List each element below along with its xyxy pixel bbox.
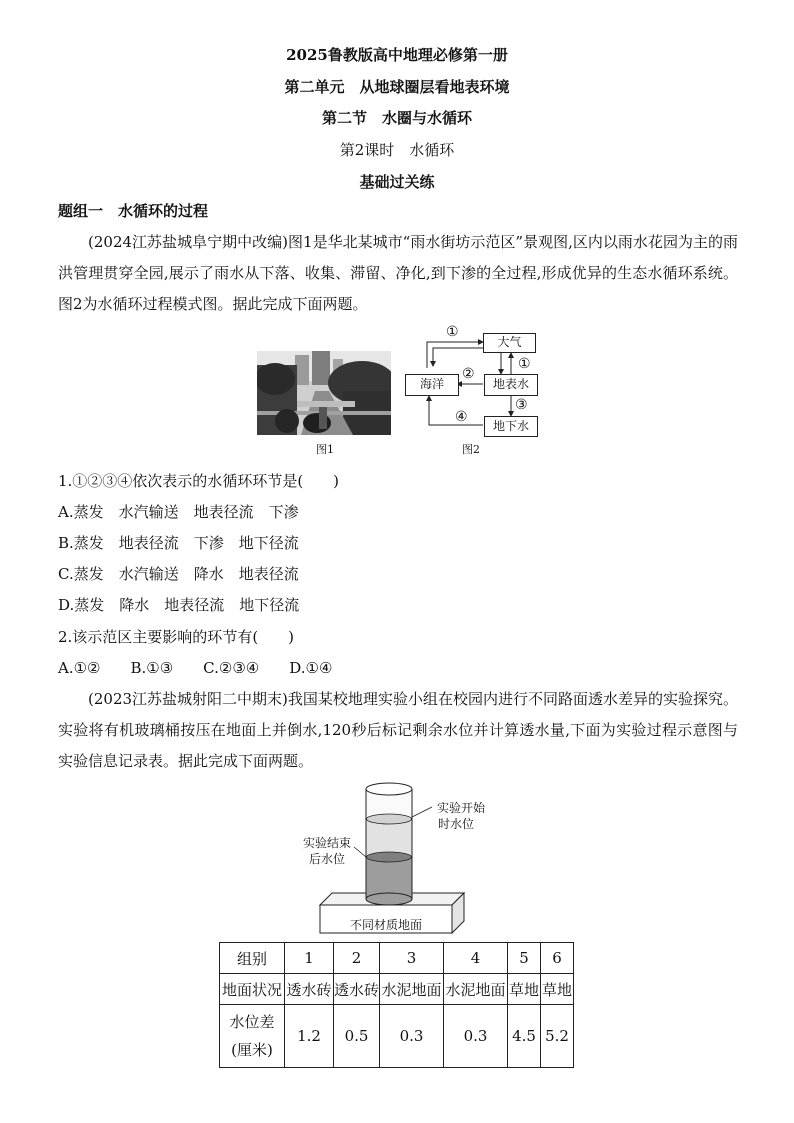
box-groundwater: 地下水 xyxy=(484,416,538,437)
table-cell: 5.2 xyxy=(541,1005,574,1068)
table-cell: 透水砖 xyxy=(334,974,380,1005)
label-start-line1: 实验开始 xyxy=(437,801,486,815)
figure-1-caption: 图1 xyxy=(316,443,334,456)
lesson-title: 第2课时 水循环 xyxy=(339,141,455,159)
table-cell: 水泥地面 xyxy=(444,974,508,1005)
table-cell: 2 xyxy=(334,943,380,974)
passage-1 xyxy=(58,227,738,320)
initial-level xyxy=(367,814,412,824)
figure-1-photo xyxy=(257,351,391,435)
question-1-stem: 1.①②③④依次表示的水循环环节是( ) xyxy=(58,472,340,490)
table-cell: 草地 xyxy=(541,974,574,1005)
question-2-stem: 2.该示范区主要影响的环节有( ) xyxy=(58,628,295,646)
box-surface-water: 地表水 xyxy=(484,374,538,396)
table-cell: 1.2 xyxy=(285,1005,334,1068)
table-row-header xyxy=(220,1005,285,1068)
cylinder-top xyxy=(366,783,412,795)
label-n4: ④ xyxy=(455,409,468,425)
final-level xyxy=(367,852,412,862)
section-title: 第二节 水圈与水循环 xyxy=(321,109,472,127)
label-end-level xyxy=(303,835,351,867)
label-end-line1: 实验结束 xyxy=(303,836,352,850)
table-cell: 透水砖 xyxy=(285,974,334,1005)
row3-label-line2: (厘米) xyxy=(231,1041,273,1059)
cylinder-bottom xyxy=(366,893,412,905)
leader-start xyxy=(412,807,432,817)
question-1-option-a[interactable]: A.蒸发 水汽输送 地表径流 下渗 xyxy=(58,503,299,521)
table-cell: 4.5 xyxy=(508,1005,541,1068)
table-row xyxy=(220,943,574,974)
arrow-1 xyxy=(427,342,483,368)
passage-2 xyxy=(58,684,738,777)
arrow-precip-ocean xyxy=(433,348,483,366)
table-cell: 6 xyxy=(541,943,574,974)
label-start-level xyxy=(437,800,485,832)
passage-1-text: (2024江苏盐城阜宁期中改编)图1是华北某城市“雨水街坊示范区”景观图,区内以雨水花园为主的雨洪管理贯穿全园,展示了雨水从下落、收集、滞留、净化,到下渗的全过程,形成优异的生态水循环系统。图2为水循环过程模式图。据此完成下面两题。 xyxy=(58,233,738,313)
table-row-header: 地面状况 xyxy=(220,974,285,1005)
landscape-image xyxy=(257,351,391,435)
table-row xyxy=(220,1005,574,1068)
label-end-line2: 后水位 xyxy=(309,852,346,866)
group-heading: 题组一 水循环的过程 xyxy=(58,202,209,220)
table-cell: 草地 xyxy=(508,974,541,1005)
label-start-line2: 时水位 xyxy=(438,817,475,831)
unit-title: 第二单元 从地球圈层看地表环境 xyxy=(284,78,510,96)
table-row xyxy=(220,974,574,1005)
table-cell: 0.3 xyxy=(380,1005,444,1068)
doc-title: 2025鲁教版高中地理必修第一册 xyxy=(286,46,508,64)
table-cell: 0.5 xyxy=(334,1005,380,1068)
table-cell: 0.3 xyxy=(444,1005,508,1068)
table-cell: 1 xyxy=(285,943,334,974)
table-cell: 4 xyxy=(444,943,508,974)
practice-title: 基础过关练 xyxy=(359,173,435,191)
passage-2-text: (2023江苏盐城射阳二中期末)我国某校地理实验小组在校园内进行不同路面透水差异的实验探究。实验将有机玻璃桶按压在地面上并倒水,120秒后标记剩余水位并计算透水量,下面为实验过程示意图与实验信息记录表。据此完成下面两题。 xyxy=(58,690,738,770)
question-2-options[interactable]: A.①② B.①③ C.②③④ D.①④ xyxy=(58,659,333,677)
box-ocean: 海洋 xyxy=(405,374,459,396)
leader-end xyxy=(354,847,366,857)
label-n1-right: ① xyxy=(518,356,531,372)
table-cell: 水泥地面 xyxy=(380,974,444,1005)
question-1-option-b[interactable]: B.蒸发 地表径流 下渗 地下径流 xyxy=(58,534,299,552)
label-n1-top: ① xyxy=(446,324,459,340)
row3-label-line1: 水位差 xyxy=(229,1013,275,1031)
table-row-header: 组别 xyxy=(220,943,285,974)
experiment-table xyxy=(219,942,574,1068)
table-cell: 5 xyxy=(508,943,541,974)
label-n2: ② xyxy=(462,366,475,382)
table-cell: 3 xyxy=(380,943,444,974)
box-atmosphere: 大气 xyxy=(483,333,536,353)
label-ground: 不同材质地面 xyxy=(350,918,423,932)
figure-2-caption: 图2 xyxy=(462,443,480,456)
question-1-option-d[interactable]: D.蒸发 降水 地表径流 地下径流 xyxy=(58,596,300,614)
label-n3: ③ xyxy=(515,397,528,413)
question-1-option-c[interactable]: C.蒸发 水汽输送 降水 地表径流 xyxy=(58,565,299,583)
